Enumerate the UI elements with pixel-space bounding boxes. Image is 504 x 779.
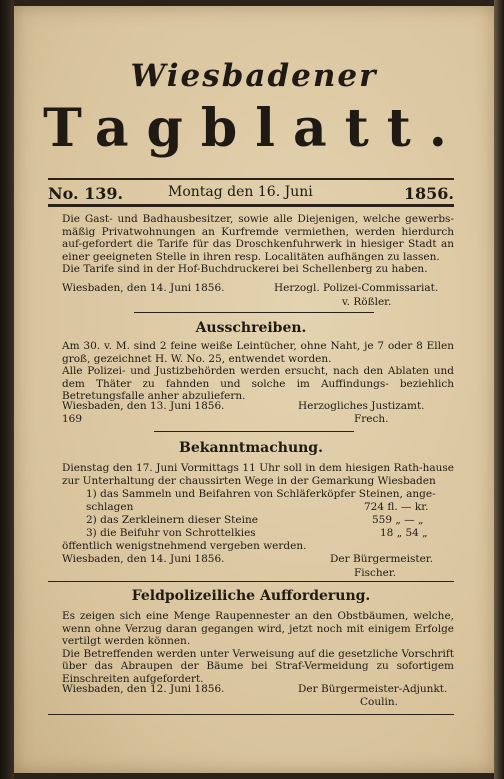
notice-paragraph: Es zeigen sich eine Menge Raupennester an den Obstbäumen, welche, wenn ohne Verzug daran gegangen wird, jetzt noch mit einigem Erfolge vertilgt werden können.: [62, 610, 454, 648]
notice-ausschreiben: [62, 340, 454, 403]
book-gutter-left: [0, 0, 14, 779]
notice-feldpolizei: [62, 610, 454, 686]
notice-paragraph: Alle Polizei- und Justizbehörden werden ersucht, nach den Ablaten und dem Thäter zu fahnden und solche im Auffindungs- beziehlich Betretungsfalle anher abzuliefern.: [62, 365, 454, 403]
section-divider: [134, 312, 374, 313]
section-divider: [154, 431, 354, 432]
notice-bekanntmachung-intro: [62, 462, 454, 487]
notice-authority: Der Bürgermeister-Adjunkt.: [298, 683, 448, 695]
list-item-continuation: schlagen: [86, 501, 134, 513]
notice-place-date: Wiesbaden, den 14. Juni 1856.: [62, 282, 225, 294]
section-divider: [48, 714, 454, 715]
section-heading: Ausschreiben.: [195, 320, 307, 336]
list-item: 1) das Sammeln und Beifahren von Schläferköpfer Steinen, ange-: [86, 488, 436, 500]
notice-authority: Der Bürgermeister.: [330, 553, 433, 565]
masthead-rule-bottom: [48, 204, 454, 207]
notice-number: 169: [62, 413, 83, 425]
issue-date: Montag den 16. Juni: [168, 184, 313, 200]
list-item-amount: 559 „ — „: [372, 514, 424, 526]
notice-authority: Herzogliches Justizamt.: [298, 400, 425, 412]
notice-authority: Herzogl. Polizei-Commissariat.: [274, 282, 439, 294]
notice-place-date: Wiesbaden, den 12. Juni 1856.: [62, 683, 225, 695]
book-edge-right: [494, 0, 504, 779]
list-item: 2) das Zerkleinern dieser Steine: [86, 514, 258, 526]
notice-place-date: Wiesbaden, den 14. Juni 1856.: [62, 553, 225, 565]
masthead-top: Wiesbadener: [130, 58, 378, 94]
notice-signer: Frech.: [354, 413, 389, 425]
notice-paragraph: Die Tarife sind in der Hof-Buchdruckerei bei Schellenberg zu haben.: [62, 263, 428, 276]
section-heading: Feldpolizeiliche Aufforderung.: [131, 588, 371, 604]
list-item-amount: 18 „ 54 „: [380, 527, 428, 539]
list-item-amount: 724 fl. — kr.: [364, 501, 429, 513]
masthead-title: Tagblatt.: [43, 98, 465, 159]
issue-number: No. 139.: [48, 184, 124, 203]
notice-signer: Coulin.: [360, 696, 398, 708]
newspaper-page: [14, 6, 494, 773]
notice-place-date: Wiesbaden, den 13. Juni 1856.: [62, 400, 225, 412]
notice-paragraph: Am 30. v. M. sind 2 feine weiße Leintücher, ohne Naht, je 7 oder 8 Ellen groß, gezeichnet H. W. No. 25, entwendet worden.: [62, 340, 454, 365]
masthead-rule-top: [48, 178, 454, 180]
issue-line: [48, 184, 454, 206]
notice-signer: v. Rößler.: [342, 296, 392, 308]
section-heading: Bekanntmachung.: [179, 440, 323, 456]
notice-paragraph: Dienstag den 17. Juni Vormittags 11 Uhr soll in dem hiesigen Rath-hause zur Unterhaltung der chaussirten Wege in der Gemarkung Wiesbaden: [62, 462, 454, 487]
list-item: 3) die Beifuhr von Schrottelkies: [86, 527, 256, 539]
notice-droschken: [62, 213, 454, 276]
notice-paragraph: Die Betreffenden werden unter Verweisung auf die gesetzliche Vorschrift über das Abraupen der Bäume bei Straf-Vermeidung zu sofortigem Einschreiten aufgefordert.: [62, 647, 454, 685]
notice-paragraph: Die Gast- und Badhausbesitzer, sowie alle Diejenigen, welche gewerbs-mäßig Privatwohnungen an Kurfremde vermiethen, werden hierdurch auf-gefordert die Tarife für das Droschkenfuhrwerk in hiesiger Stadt an einer geeigneten Stelle in ihren resp. Localitäten aufhängen zu lassen.: [62, 213, 454, 263]
notice-outro: öffentlich wenigstnehmend vergeben werden.: [62, 540, 307, 552]
section-divider: [48, 581, 454, 582]
notice-signer: Fischer.: [354, 567, 397, 579]
issue-year: 1856.: [403, 184, 454, 203]
